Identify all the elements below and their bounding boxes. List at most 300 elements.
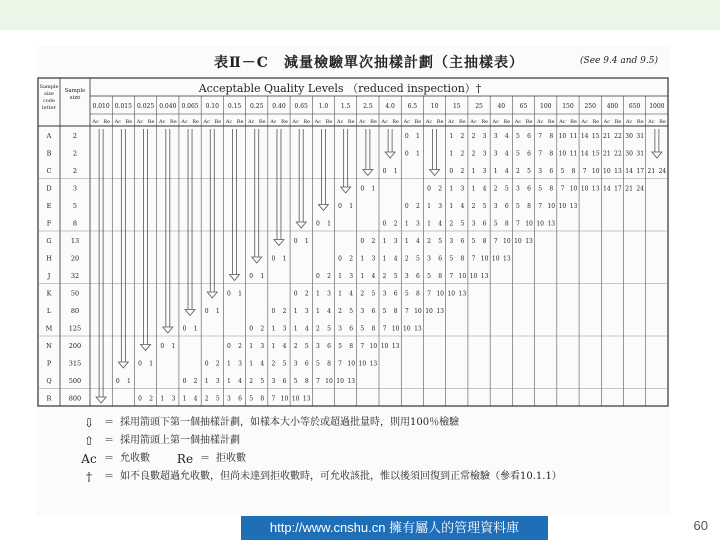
aql-value: 2.5 [363,103,373,110]
cell-re: 3 [460,185,465,193]
cell-re: 10 [569,185,578,193]
cell-ac: 1 [293,307,298,315]
cell-re: 4 [282,342,287,350]
cell-ac: 0 [315,272,320,280]
cell-ac: 10 [425,307,433,315]
cell-ac: 2 [471,202,476,210]
cell-ac: 2 [382,272,387,280]
cell-re: 4 [504,132,509,140]
re-label: Re [414,119,422,125]
legend [80,414,562,486]
cell-re: 2 [438,185,443,193]
cell-ac: 1 [471,185,476,193]
cell-ac: 10 [402,325,411,333]
cell-re: 5 [371,290,376,298]
cell-re: 15 [591,150,600,158]
top-band [0,0,720,30]
re-label: Re [169,119,177,125]
cell-ac: 1 [449,132,454,140]
arrow-down-icon [96,397,106,403]
legend-dagger: † ＝ 如不良數超過允收數，但尚未達到拒收數時，可允收該批，惟以後須回復到正常檢驗（參看10.1.1） [80,468,562,486]
cell-ac: 1 [360,272,365,280]
legend-ac-re: Ac ＝ 允收數 Re ＝ 拒收數 [81,452,246,466]
cell-ac: 1 [471,167,476,175]
cell-re: 2 [260,325,265,333]
cell-re: 3 [438,202,443,210]
cell-ac: 1 [182,395,187,403]
cell-re: 8 [438,272,443,280]
cell-ac: 0 [404,132,409,140]
cell-re: 10 [347,360,356,368]
cell-re: 31 [636,150,645,158]
cell-re: 4 [393,255,398,263]
cell-re: 2 [193,377,198,385]
cell-ac: 1 [338,272,343,280]
cell-ac: 2 [338,307,343,315]
cell-re: 2 [149,395,154,403]
re-label: Re [436,119,444,125]
cell-re: 2 [460,167,465,175]
re-label: Re [614,119,622,125]
cell-ac: 1 [427,202,431,210]
aql-value: 15 [452,103,461,110]
cell-re: 11 [569,132,578,140]
legend-ac-text: 允收數 [120,453,150,464]
cell-re: 13 [591,185,600,193]
sampling-table [36,76,670,408]
cell-re: 6 [371,307,376,315]
cell-ac: 3 [227,395,231,403]
cell-ac: 0 [115,377,120,385]
cell-ac: 0 [271,255,276,263]
cell-re: 8 [527,202,531,210]
re-label: Re [192,119,199,125]
cell-re: 2 [460,132,465,140]
cell-ac: 1 [404,237,409,245]
cell-re: 13 [391,342,400,350]
aql-value: 6.5 [407,103,418,110]
cell-ac: 10 [514,237,522,245]
cell-ac: 1 [449,202,454,210]
cell-re: 10 [503,237,511,245]
cell-re: 6 [438,255,443,263]
ac-label: Ac [625,119,633,125]
cell-ac: 14 [580,150,589,158]
col-code-header: Sample [39,84,59,90]
cell-re: 10 [458,272,467,280]
cell-re: 2 [215,360,220,368]
cell-re: 6 [527,185,531,193]
cell-re: 3 [371,255,376,263]
row-size: 2 [72,149,78,158]
cell-ac: 0 [227,290,231,298]
cell-re: 31 [636,132,645,140]
re-label: Re [503,119,511,125]
cell-ac: 2 [427,237,431,245]
arrow-down-icon [163,327,173,333]
ac-label: Ac [648,119,655,125]
legend-up: ⇧ ＝ 採用箭頭上第一個抽樣計劃 [80,432,562,450]
arrow-down-icon [141,345,151,351]
cell-re: 8 [482,237,487,245]
cell-ac: 3 [271,377,276,385]
cell-ac: 2 [204,395,209,403]
cell-re: 8 [304,377,309,385]
aql-value: 1000 [649,103,665,110]
cell-re: 13 [369,360,378,368]
cell-ac: 10 [536,220,544,228]
arrow-up-icon: ⇧ [83,434,95,448]
cell-ac: 0 [360,185,365,193]
ac-label: Ac [581,119,588,125]
aql-value: 1.5 [340,103,351,110]
cell-ac: 21 [603,150,611,158]
aql-value: 0.015 [114,103,132,110]
cell-ac: 7 [338,360,343,368]
row-code: Q [46,376,52,385]
cell-re: 4 [460,202,465,210]
arrow-down-icon [296,222,306,228]
cell-re: 5 [393,272,398,280]
cell-re: 10 [391,325,400,333]
cell-re: 3 [327,290,331,298]
ac-label: Ac [559,119,566,125]
cell-re: 13 [503,255,511,263]
cell-re: 6 [415,272,420,280]
cell-re: 2 [282,307,287,315]
re-label: Re [258,119,266,125]
row-size: 20 [70,254,80,263]
cell-ac: 10 [291,395,300,403]
cell-ac: 3 [293,360,298,368]
cell-ac: 1 [160,395,165,403]
cell-re: 4 [238,377,242,385]
cell-re: 13 [302,395,311,403]
cell-re: 10 [480,255,489,263]
cell-re: 17 [636,167,645,175]
row-size: 125 [68,324,82,333]
ac-label: Ac [336,119,344,125]
cell-ac: 5 [249,395,254,403]
cell-ac: 10 [558,202,567,210]
cell-ac: 0 [271,307,276,315]
re-label: Re [325,119,333,125]
cell-ac: 0 [338,255,343,263]
row-code: M [45,324,53,333]
table-border [38,78,668,406]
cell-ac: 10 [491,255,500,263]
row-size: 800 [68,394,82,403]
arrow-down-icon [430,170,440,176]
cell-re: 5 [304,342,309,350]
re-label: Re [481,119,488,125]
cell-ac: 5 [449,255,454,263]
cell-re: 5 [527,167,531,175]
ac-label: Ac [314,119,322,125]
cell-re: 4 [504,167,509,175]
legend-down-text: 採用箭頭下第一個抽樣計劃，如樣本大小等於或超過批量時，則用100％檢驗 [120,417,460,428]
cell-re: 10 [369,342,378,350]
cell-re: 2 [460,150,465,158]
cell-ac: 0 [227,342,231,350]
cell-ac: 7 [538,202,543,210]
cell-re: 5 [482,202,487,210]
ac-label: Ac [292,119,299,125]
row-code: F [46,219,52,228]
cell-re: 4 [371,272,376,280]
cell-ac: 3 [471,220,476,228]
cell-ac: 7 [404,307,409,315]
arrow-down-icon [230,275,240,281]
cell-ac: 7 [271,395,276,403]
cell-ac: 0 [404,150,409,158]
arrow-down-icon [274,240,284,246]
cell-re: 13 [436,307,444,315]
cell-ac: 3 [427,255,431,263]
cell-re: 3 [349,272,354,280]
cell-ac: 10 [580,185,589,193]
cell-re: 3 [304,307,309,315]
row-code: N [46,341,52,350]
cell-ac: 2 [404,255,409,263]
row-size: 3 [72,184,78,193]
cell-re: 8 [260,395,265,403]
cell-ac: 1 [449,185,454,193]
cell-re: 5 [215,395,220,403]
re-label: Re [547,119,555,125]
cell-ac: 5 [404,290,409,298]
cell-re: 5 [504,185,509,193]
ac-label: Ac [203,119,210,125]
cell-re: 8 [349,342,354,350]
cell-ac: 5 [293,377,298,385]
cell-re: 1 [215,307,220,315]
ac-label: Ac [247,119,255,125]
cell-re: 3 [415,220,420,228]
legend-re-symbol: Re [176,452,194,466]
re-label: Re [147,119,155,125]
cell-re: 4 [304,325,309,333]
cell-re: 6 [327,342,331,350]
cell-ac: 30 [625,150,633,158]
cell-re: 4 [438,220,443,228]
cell-ac: 7 [315,377,320,385]
cell-ac: 1 [271,342,276,350]
cell-re: 1 [149,360,154,368]
cell-re: 6 [527,132,531,140]
cell-re: 6 [527,150,531,158]
row-size: 50 [70,289,80,298]
aql-value: 0.010 [92,103,110,110]
cell-re: 5 [327,325,331,333]
cell-ac: 3 [404,272,409,280]
cell-ac: 21 [625,185,633,193]
cell-re: 2 [371,237,376,245]
cell-ac: 30 [625,132,633,140]
arrow-down-icon [252,257,262,263]
aql-value: 0.25 [250,103,264,110]
cell-ac: 2 [493,185,498,193]
cell-ac: 10 [447,290,456,298]
cell-re: 13 [525,237,533,245]
cell-ac: 2 [471,150,476,158]
cell-ac: 1 [315,290,320,298]
aql-value: 25 [475,103,483,110]
cell-ac: 0 [382,220,387,228]
cell-ac: 3 [338,325,343,333]
cell-re: 13 [458,290,467,298]
re-label: Re [525,119,533,125]
cell-re: 1 [349,202,354,210]
ac-label: Ac [514,119,522,125]
cell-ac: 0 [404,202,409,210]
footer-link[interactable]: http://www.cnshu.cn 擁有屬人的管理資料庫 [241,516,548,540]
re-label: Re [592,119,600,125]
cell-re: 8 [549,132,554,140]
legend-dagger-symbol: † [86,470,92,484]
cell-ac: 5 [315,360,320,368]
cell-ac: 1 [204,377,209,385]
cell-ac: 3 [538,167,543,175]
cell-ac: 5 [538,185,543,193]
cell-ac: 5 [560,167,565,175]
row-size: 13 [70,236,80,245]
cell-ac: 1 [404,220,409,228]
cell-ac: 2 [315,325,320,333]
cell-re: 5 [415,255,420,263]
row-code: H [46,254,52,263]
cell-ac: 0 [160,342,165,350]
ac-label: Ac [470,119,477,125]
arrow-down-icon [185,310,195,316]
cell-re: 3 [482,150,487,158]
cell-ac: 2 [471,132,476,140]
cell-re: 4 [193,395,198,403]
cell-re: 10 [436,290,444,298]
cell-ac: 1 [382,255,387,263]
col-size-header: Sample [64,88,86,94]
cell-re: 4 [504,150,509,158]
cell-re: 10 [547,202,556,210]
cell-re: 5 [460,220,465,228]
cell-re: 10 [325,377,333,385]
cell-ac: 3 [493,132,498,140]
cell-ac: 0 [315,220,320,228]
cell-ac: 1 [293,325,298,333]
col-code-header: size [44,91,54,97]
cell-ac: 5 [471,237,476,245]
cell-re: 24 [636,185,645,193]
cell-re: 2 [349,255,354,263]
arrow-down-icon [363,170,373,176]
aql-value: 65 [519,103,528,110]
cell-ac: 7 [516,220,520,228]
cell-re: 4 [415,237,420,245]
row-size: 32 [70,271,80,280]
cell-re: 5 [438,237,443,245]
cell-re: 5 [349,307,354,315]
cell-ac: 1 [249,342,254,350]
aql-value: 650 [628,103,641,110]
cell-ac: 10 [358,360,367,368]
re-label: Re [636,119,644,125]
cell-ac: 1 [271,325,276,333]
cell-ac: 7 [427,290,431,298]
ac-label: Ac [359,119,366,125]
page-number: 60 [693,518,708,533]
cell-re: 6 [482,220,487,228]
row-size: 8 [72,219,78,228]
ac-label: Ac [225,119,233,125]
ac-label: Ac [270,119,277,125]
cell-ac: 7 [538,132,543,140]
cell-ac: 7 [360,342,365,350]
arrow-down-icon [652,152,662,158]
cell-re: 4 [260,360,265,368]
row-code: D [46,184,52,193]
cell-ac: 0 [182,325,187,333]
legend-up-text: 採用箭頭上第一個抽樣計劃 [120,435,240,446]
cell-ac: 1 [227,377,231,385]
cell-ac: 1 [427,220,431,228]
cell-ac: 0 [338,202,343,210]
cell-re: 2 [393,220,398,228]
col-size-header: size [69,95,81,101]
ac-label: Ac [381,119,388,125]
cell-re: 3 [482,167,487,175]
aql-value: 0.040 [159,103,177,110]
cell-ac: 21 [647,167,656,175]
row-size: 2 [72,131,78,140]
scanned-document [36,46,670,516]
aql-value: 400 [606,103,619,110]
arrow-down-icon [341,187,351,193]
cell-re: 3 [482,132,487,140]
row-code: L [46,306,52,315]
cell-re: 3 [282,325,287,333]
aql-value: 0.65 [294,103,308,110]
aql-value: 100 [540,103,552,110]
cell-ac: 5 [516,150,520,158]
cell-re: 3 [215,377,220,385]
aql-value: 0.10 [205,103,219,110]
aql-value: 250 [584,103,596,110]
cell-re: 10 [280,395,289,403]
row-code: J [47,271,51,280]
cell-ac: 0 [293,237,298,245]
cell-ac: 10 [558,150,567,158]
cell-ac: 0 [138,360,142,368]
cell-ac: 7 [560,185,565,193]
re-label: Re [303,119,311,125]
cell-re: 24 [658,167,667,175]
cell-re: 8 [549,150,554,158]
cell-re: 2 [238,342,242,350]
cell-re: 6 [349,325,354,333]
row-size: 200 [68,341,82,350]
ac-label: Ac [92,119,99,125]
cell-re: 6 [304,360,309,368]
cell-re: 6 [504,202,509,210]
aql-value: 150 [562,103,574,110]
cell-re: 8 [327,360,331,368]
cell-re: 1 [126,377,131,385]
cell-ac: 10 [380,342,389,350]
cell-re: 3 [393,237,398,245]
cell-re: 22 [614,150,622,158]
re-label: Re [392,119,400,125]
cell-re: 8 [571,167,576,175]
